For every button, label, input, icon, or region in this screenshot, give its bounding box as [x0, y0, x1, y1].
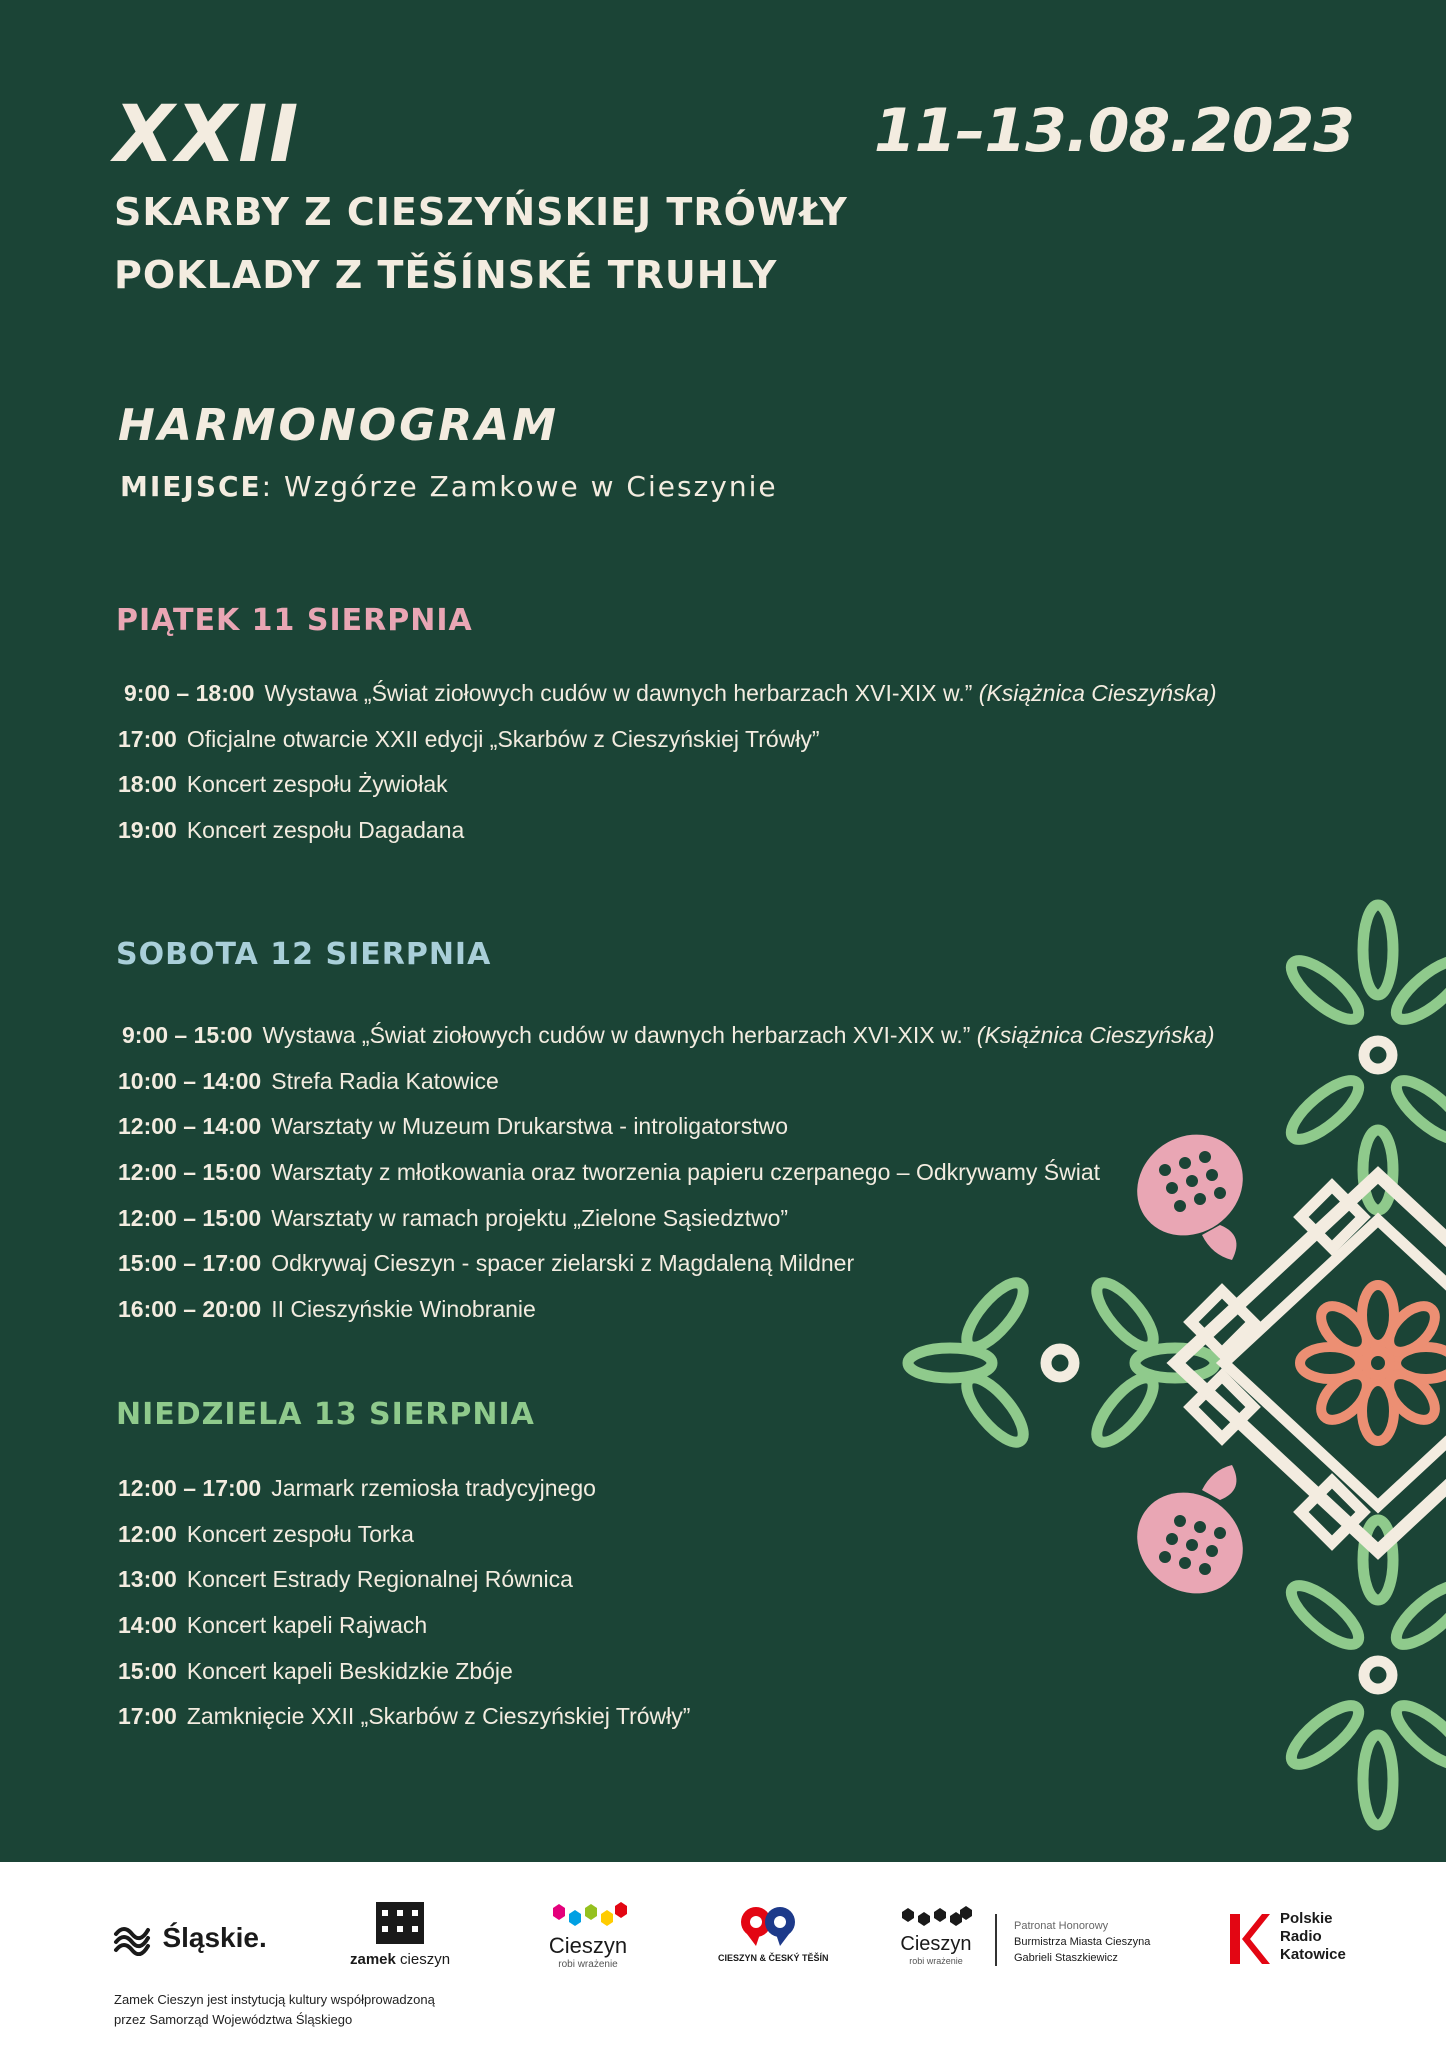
patronage-line: Burmistrza Miasta Cieszyna: [1014, 1936, 1151, 1948]
event-text: II Cieszyńskie Winobranie: [271, 1296, 536, 1323]
cieszyn-black-hexagons-icon: [898, 1906, 974, 1928]
folk-ornament: [900, 895, 1446, 1835]
cieszyn-tagline: robi wrażenie: [558, 1959, 618, 1970]
event-text: Jarmark rzemiosła tradycyjnego: [271, 1475, 596, 1501]
event-text: Koncert kapeli Rajwach: [186, 1612, 428, 1639]
event-text: Koncert kapeli Beskidzkie Zbóje: [186, 1657, 513, 1684]
logo-cieszyn-tesin: [718, 1904, 829, 1963]
slaskie-waves-icon: [112, 1920, 154, 1956]
event-time: 14:00: [118, 1612, 177, 1639]
pink-berry-top-icon: [1117, 1114, 1262, 1260]
event-item: [118, 762, 1217, 808]
event-time: 12:00 – 15:00: [118, 1159, 262, 1186]
event-time: 12:00: [118, 1520, 177, 1547]
dot-icon: [1364, 1041, 1392, 1069]
event-time: 16:00 – 20:00: [118, 1296, 262, 1323]
institution-note: [114, 1990, 435, 2030]
cieszyn-tesin-text: CIESZYN & ČESKÝ TĚŠÍN: [718, 1953, 829, 1963]
event-text: Oficjalne otwarcie XXII edycji „Skarbów z Cieszyńskiej Trówły”: [186, 725, 820, 752]
event-note: (Książnica Cieszyńska): [976, 1022, 1215, 1048]
cieszyn-hexagons-icon: [545, 1902, 631, 1928]
honorary-patronage: [1014, 1918, 1150, 1966]
patronage-line: Gabrieli Staszkiewicz: [1014, 1952, 1118, 1964]
event-time: 13:00: [118, 1566, 177, 1593]
event-text: Wystawa „Świat ziołowych cudów w dawnych herbarzach XVI-XIX w.”: [262, 1022, 971, 1048]
event-item: [118, 1649, 690, 1695]
sponsor-footer: [0, 1862, 1446, 2048]
event-item: [118, 1603, 690, 1649]
footer-divider: [995, 1914, 997, 1966]
patronage-line: Patronat Honorowy: [1014, 1920, 1109, 1932]
schedule-heading: HARMONOGRAM: [118, 400, 560, 451]
event-item: [118, 1512, 690, 1558]
logo-slaskie: [112, 1920, 267, 1956]
note-line: przez Samorząd Województwa Śląskiego: [114, 2012, 353, 2027]
event-item: [118, 1466, 690, 1512]
note-line: Zamek Cieszyn jest instytucją kultury współprowadzoną: [114, 1992, 435, 2007]
title-czech: POKLADY Z TĚŠÍNSKÉ TRUHLY: [114, 253, 778, 297]
day-heading-saturday: SOBOTA 12 SIERPNIA: [116, 937, 492, 972]
venue-label: MIEJSCE: [120, 470, 262, 503]
radio-k-icon: [1230, 1914, 1270, 1964]
events-friday: [118, 671, 1217, 854]
event-text: Odkrywaj Cieszyn - spacer zielarski z Magdaleną Mildner: [271, 1250, 855, 1277]
cieszyn-black-text: Cieszyn: [900, 1933, 972, 1955]
radio-line: Polskie: [1280, 1910, 1333, 1927]
event-date: 11–13.08.2023: [873, 96, 1354, 166]
event-item: [118, 1557, 690, 1603]
event-text: Koncert zespołu Żywiołak: [186, 771, 448, 798]
logo-zamek-cieszyn: [350, 1902, 450, 1968]
day-heading-friday: PIĄTEK 11 SIERPNIA: [116, 603, 473, 638]
event-time: 12:00 – 15:00: [118, 1204, 262, 1231]
event-time: 15:00 – 17:00: [118, 1250, 262, 1277]
logo-cieszyn-color: [545, 1902, 631, 1970]
event-time: 15:00: [118, 1657, 177, 1684]
event-time: 17:00: [118, 725, 177, 752]
events-sunday: [118, 1466, 690, 1740]
event-text: Wystawa „Świat ziołowych cudów w dawnych herbarzach XVI-XIX w.”: [264, 680, 973, 706]
logo-cieszyn-black: [896, 1906, 976, 1966]
event-text: Strefa Radia Katowice: [271, 1067, 499, 1094]
event-text: Zamknięcie XXII „Skarbów z Cieszyńskiej Trówły”: [186, 1703, 691, 1730]
pink-berry-bottom-icon: [1117, 1465, 1262, 1614]
event-time: 12:00 – 14:00: [118, 1113, 262, 1140]
day-heading-sunday: NIEDZIELA 13 SIERPNIA: [116, 1397, 535, 1432]
title-polish: SKARBY Z CIESZYŃSKIEJ TRÓWŁY: [114, 190, 848, 234]
event-time: 12:00 – 17:00: [118, 1475, 262, 1501]
cieszyn-black-tagline: robi wrażenie: [909, 1956, 963, 1966]
event-time: 19:00: [118, 817, 177, 844]
event-time: 9:00 – 15:00: [122, 1022, 253, 1048]
event-text: Koncert zespołu Torka: [186, 1520, 414, 1547]
event-text: Koncert zespołu Dagadana: [186, 817, 465, 844]
event-time: 17:00: [118, 1703, 177, 1730]
logo-polskie-radio-katowice: [1230, 1910, 1346, 1964]
event-time: 18:00: [118, 771, 177, 798]
event-text: Warsztaty w ramach projektu „Zielone Sąsiedztwo”: [271, 1204, 789, 1231]
coral-flower-icon: [1300, 1285, 1446, 1441]
event-text: Warsztaty z młotkowania oraz tworzenia papieru czerpanego – Odkrywamy Świat: [271, 1159, 1100, 1186]
pin-icon: [738, 1904, 798, 1946]
venue-line: [120, 470, 778, 503]
edition-number: XXII: [114, 90, 301, 180]
cieszyn-text: Cieszyn: [548, 1933, 628, 1958]
event-text: Warsztaty w Muzeum Drukarstwa - introligatorstwo: [271, 1113, 789, 1140]
event-item: [118, 671, 1217, 717]
radio-line: Katowice: [1280, 1946, 1346, 1963]
dot-icon: [1046, 1349, 1074, 1377]
dot-icon: [1364, 1661, 1392, 1689]
venue-value: : Wzgórze Zamkowe w Cieszynie: [261, 470, 778, 503]
slaskie-text: Śląskie.: [162, 1922, 267, 1953]
event-text: Koncert Estrady Regionalnej Równica: [186, 1566, 573, 1593]
zamek-rest: cieszyn: [395, 1951, 451, 1968]
event-time: 9:00 – 18:00: [124, 680, 255, 706]
event-time: 10:00 – 14:00: [118, 1067, 262, 1094]
event-note: (Książnica Cieszyńska): [978, 680, 1217, 706]
castle-icon: [376, 1902, 424, 1944]
zamek-bold: zamek: [350, 1951, 396, 1968]
radio-line: Radio: [1280, 1928, 1322, 1945]
event-item: [118, 1694, 690, 1740]
event-item: [118, 717, 1217, 763]
event-item: [118, 808, 1217, 854]
